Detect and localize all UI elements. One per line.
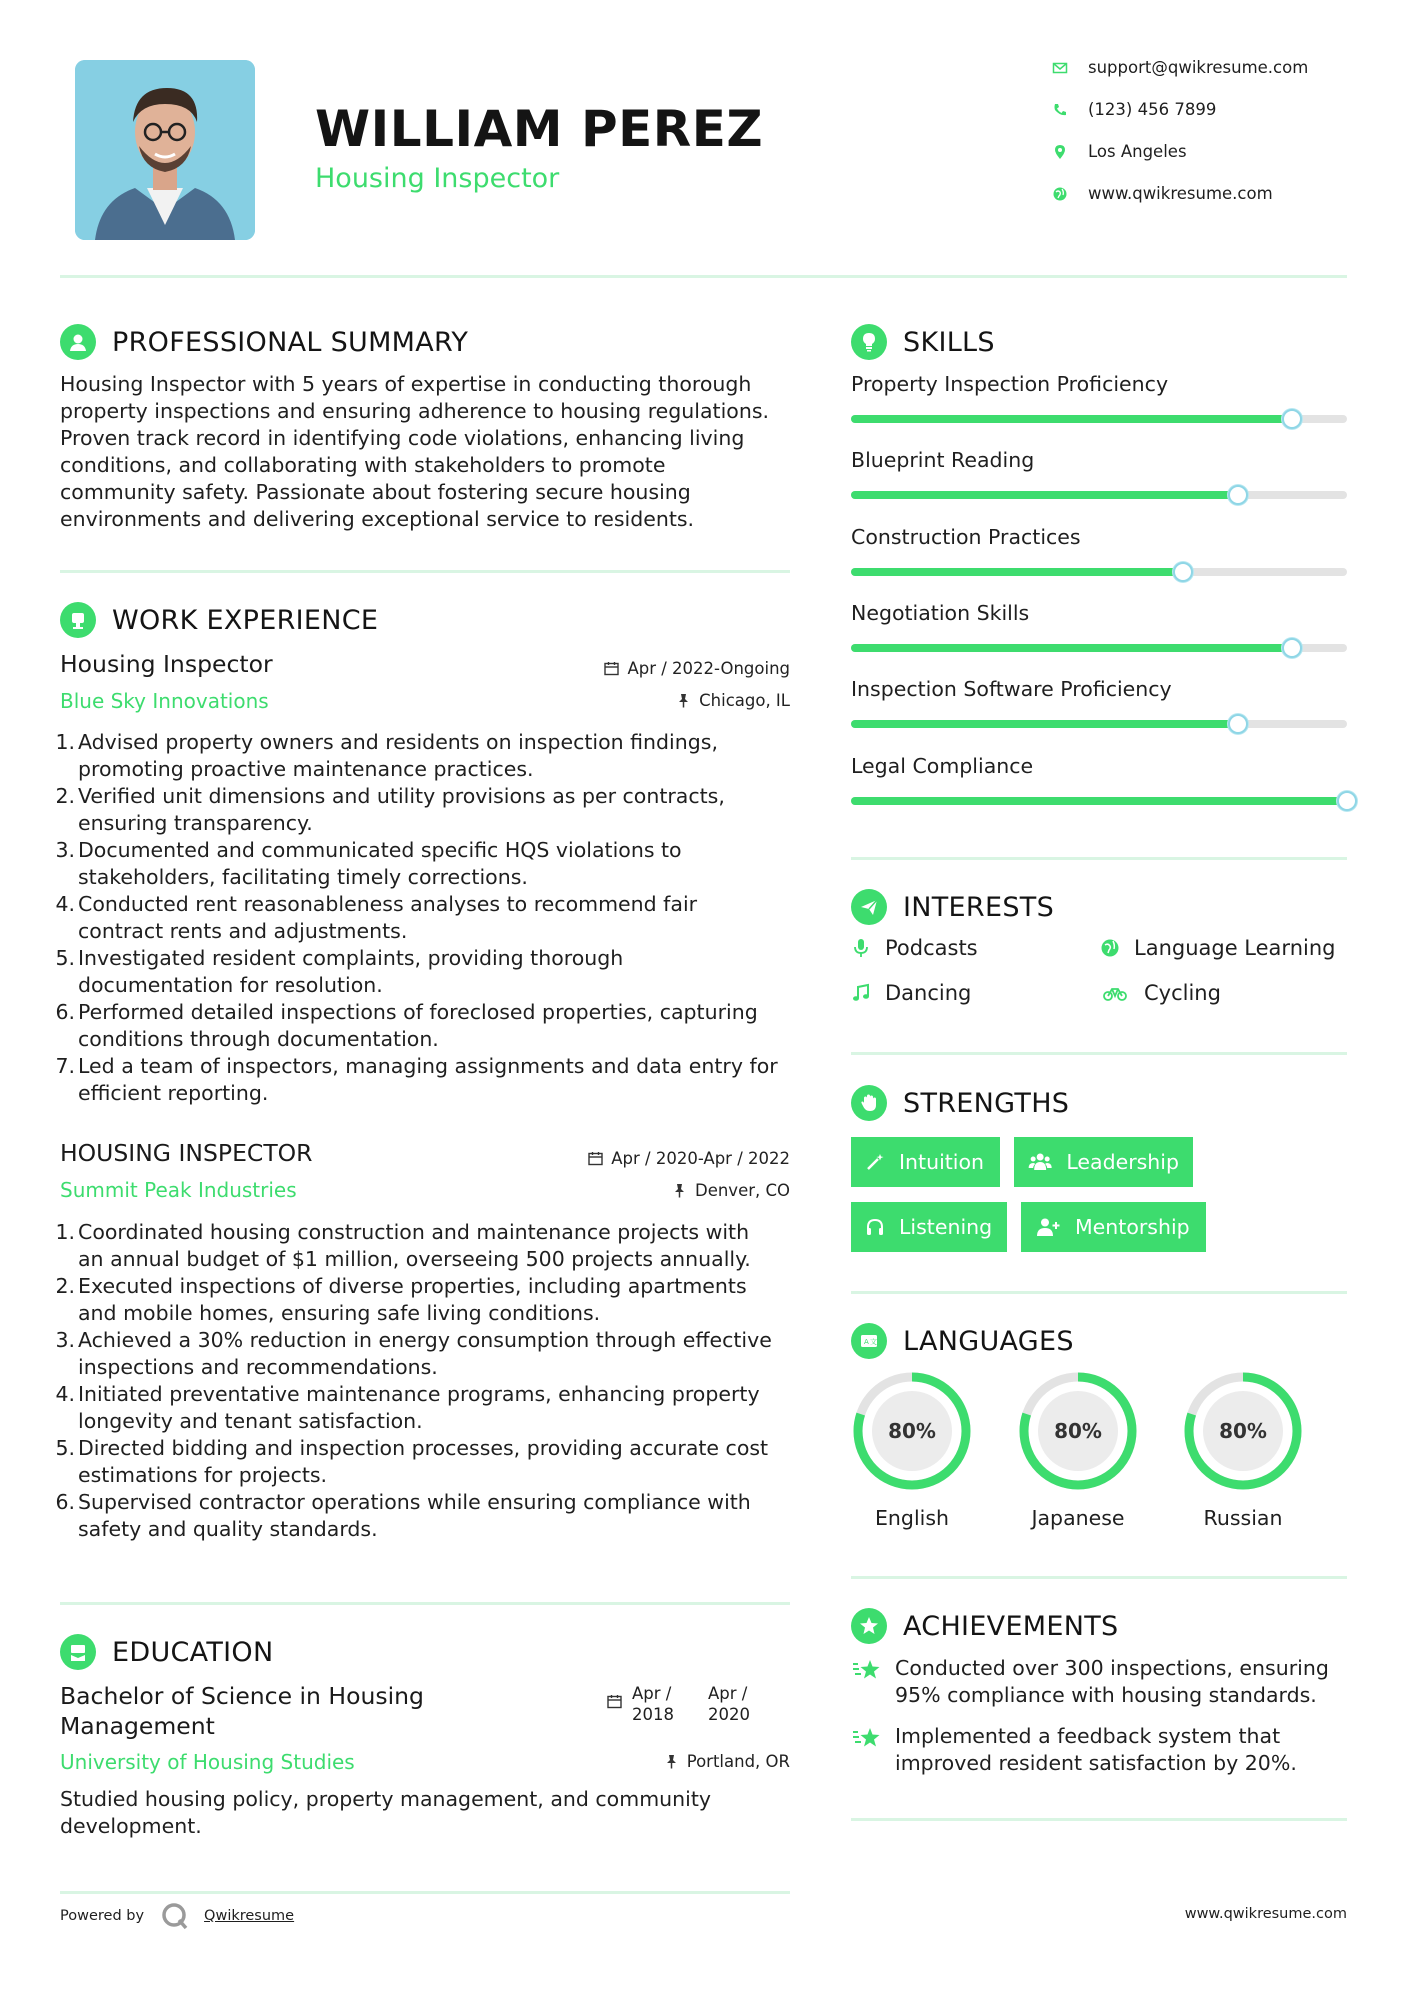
skill-level-bar — [851, 720, 1347, 728]
list-item: 3. Documented and communicated specific HQS violations to stakeholders, facilitating timely corrections. — [55, 838, 682, 889]
skill-level-knob — [1337, 791, 1357, 811]
degree-title: Bachelor of Science in Housing Management — [60, 1682, 424, 1740]
list-item: 5. Directed bidding and inspection processes, providing accurate cost estimations for projects. — [55, 1436, 769, 1487]
briefcase-icon — [60, 602, 96, 638]
interest-podcasts: Podcasts — [851, 936, 978, 960]
school-name: University of Housing Studies — [60, 1750, 355, 1774]
skill-label: Negotiation Skills — [851, 600, 1030, 625]
footer-powered-by: Powered by Qwikresume — [60, 1901, 294, 1931]
skill-label: Inspection Software Proficiency — [851, 677, 1172, 702]
skill-level-fill — [851, 797, 1347, 805]
list-item: 2. Verified unit dimensions and utility provisions as per contracts, ensuring transparency. — [55, 784, 725, 835]
skill-label: Property Inspection Proficiency — [851, 372, 1169, 396]
job-dates — [588, 1149, 790, 1168]
achievements-heading — [851, 1608, 1119, 1644]
phone-icon — [1052, 102, 1068, 118]
achievement-item: Conducted over 300 inspections, ensuring 95% compliance with housing standards. — [851, 1655, 1351, 1709]
education-location-text: Portland, OR — [686, 1752, 790, 1771]
section-divider — [851, 1576, 1347, 1579]
skill-level-fill — [851, 415, 1292, 423]
experience-heading-text: WORK EXPERIENCE — [112, 604, 379, 636]
languages-heading — [851, 1323, 1074, 1359]
section-divider — [851, 1291, 1347, 1294]
job-title: Housing Inspector — [60, 650, 273, 678]
skill-level-bar — [851, 644, 1347, 652]
contact-email-text: support@qwikresume.com — [1088, 58, 1309, 77]
skill-label: Blueprint Reading — [851, 448, 1035, 473]
skill-level-bar — [851, 797, 1347, 805]
candidate-title: Housing Inspector — [315, 163, 560, 194]
language-percent: 80% — [888, 1419, 936, 1443]
skill-level-fill — [851, 644, 1292, 652]
section-divider — [851, 1818, 1347, 1821]
summary-line: conditions, and collaborating with stakeholders to promote — [60, 453, 666, 477]
strength-chip-leadership: Leadership — [1014, 1137, 1193, 1187]
star-badge-icon — [851, 1608, 887, 1644]
section-divider — [851, 1052, 1347, 1055]
skill-level-knob — [1173, 562, 1193, 582]
contact-phone-text: (123) 456 7899 — [1088, 100, 1217, 119]
summary-heading — [60, 324, 468, 360]
skill-level-knob — [1282, 409, 1302, 429]
skills-heading-text: SKILLS — [903, 326, 995, 358]
education-heading — [60, 1634, 273, 1670]
job-location-text: Chicago, IL — [699, 691, 790, 710]
calendar-icon — [604, 661, 619, 676]
globe-icon — [1052, 186, 1068, 202]
skill-level-fill — [851, 491, 1238, 499]
job-dates-text: Apr / 2020-Apr / 2022 — [611, 1149, 790, 1168]
list-item: 5. Investigated resident complaints, providing thorough documentation for resolution. — [55, 946, 624, 997]
contact-website[interactable] — [1052, 184, 1273, 203]
translate-icon — [851, 1323, 887, 1359]
section-divider — [60, 1602, 790, 1605]
languages-heading-text: LANGUAGES — [903, 1325, 1074, 1357]
language-label: Japanese — [1031, 1506, 1125, 1530]
list-item: 3. Achieved a 30% reduction in energy consumption through effective inspections and recommendations. — [55, 1328, 772, 1379]
strength-chip-mentorship: Mentorship — [1021, 1202, 1206, 1252]
interest-cycling: Cycling — [1100, 981, 1221, 1005]
summary-line: property inspections and ensuring adherence to housing regulations. — [60, 399, 770, 423]
job-responsibilities — [55, 729, 798, 1107]
users-icon — [1028, 1152, 1052, 1172]
strength-chip-intuition: Intuition — [851, 1137, 1000, 1187]
contact-website-text: www.qwikresume.com — [1088, 184, 1273, 203]
graduation-icon — [60, 1634, 96, 1670]
achievements-heading-text: ACHIEVEMENTS — [903, 1610, 1119, 1642]
skill-level-bar — [851, 491, 1347, 499]
contact-location-text: Los Angeles — [1088, 142, 1187, 161]
magic-wand-icon — [865, 1152, 885, 1172]
job-company: Summit Peak Industries — [60, 1178, 297, 1202]
pushpin-icon — [672, 1183, 687, 1198]
education-description: Studied housing policy, property management, and community development. — [60, 1787, 712, 1838]
summary-line: Housing Inspector with 5 years of expertise in conducting thorough — [60, 372, 752, 396]
summary-heading-text: PROFESSIONAL SUMMARY — [112, 326, 469, 358]
language-label: Russian — [1203, 1506, 1283, 1530]
skill-label: Construction Practices — [851, 524, 1081, 549]
summary-line: community safety. Passionate about fostering secure housing — [60, 480, 691, 504]
pushpin-icon — [676, 693, 691, 708]
list-item: 6. Performed detailed inspections of foreclosed properties, capturing conditions through documentation. — [55, 1000, 758, 1051]
summary-line: Proven track record in identifying code violations, enhancing living — [60, 426, 745, 450]
strengths-heading-text: STRENGTHS — [903, 1087, 1070, 1119]
language-label: English — [874, 1506, 950, 1530]
skill-level-bar — [851, 415, 1347, 423]
paper-plane-icon — [851, 889, 887, 925]
interests-heading-text: INTERESTS — [903, 891, 1055, 923]
contact-email[interactable] — [1052, 58, 1308, 77]
skill-level-knob — [1282, 638, 1302, 658]
skill-label: Legal Compliance — [851, 753, 1034, 778]
job-company: Blue Sky Innovations — [60, 689, 269, 713]
list-item: 6. Supervised contractor operations while ensuring compliance with safety and quality standards. — [55, 1490, 751, 1541]
lightbulb-icon — [851, 324, 887, 360]
education-start-date: Apr / 2018 — [632, 1684, 674, 1724]
education-location — [664, 1752, 790, 1771]
achievement-item: Implemented a feedback system that improved resident satisfaction by 20%. — [851, 1723, 1351, 1777]
skill-level-fill — [851, 568, 1183, 576]
music-note-icon — [851, 983, 871, 1003]
section-divider — [851, 857, 1347, 860]
experience-heading — [60, 602, 378, 638]
user-plus-icon — [1035, 1217, 1061, 1237]
interests-heading — [851, 889, 1054, 925]
microphone-icon — [851, 938, 871, 958]
envelope-icon — [1052, 60, 1068, 76]
summary-line: environments and delivering exceptional service to residents. — [60, 507, 695, 531]
strength-chip-listening: Listening — [851, 1202, 1007, 1252]
calendar-icon — [607, 1694, 622, 1709]
headphones-icon — [865, 1217, 885, 1237]
contact-phone[interactable] — [1052, 100, 1216, 119]
star-icon — [851, 1657, 883, 1685]
list-item: 4. Conducted rent reasonableness analyses to recommend fair contract rents and adjustments. — [55, 892, 698, 943]
job-dates — [604, 659, 790, 678]
job-title: HOUSING INSPECTOR — [60, 1139, 313, 1167]
job-dates-text: Apr / 2022-Ongoing — [627, 659, 790, 678]
profile-photo — [75, 60, 255, 240]
job-location — [672, 1181, 790, 1200]
footer-site-link[interactable]: www.qwikresume.com — [1184, 1906, 1347, 1922]
education-end-date: Apr / 2020 — [708, 1684, 750, 1724]
qwikresume-logo-icon — [160, 1901, 190, 1931]
list-item: 4. Initiated preventative maintenance programs, enhancing property longevity and tenant satisfaction. — [55, 1382, 760, 1433]
skill-level-bar — [851, 568, 1347, 576]
summary-text — [60, 371, 800, 533]
strengths-heading — [851, 1085, 1069, 1121]
bicycle-icon — [1100, 983, 1130, 1003]
language-percent: 80% — [1054, 1419, 1102, 1443]
job-location-text: Denver, CO — [694, 1181, 790, 1200]
job-location — [676, 691, 790, 710]
footer-brand-link[interactable]: Qwikresume — [204, 1908, 295, 1924]
language-percent: 80% — [1219, 1419, 1267, 1443]
list-item: 7. Led a team of inspectors, managing assignments and data entry for efficient reporting. — [55, 1054, 778, 1105]
interest-dancing: Dancing — [851, 981, 971, 1005]
list-item: 1. Advised property owners and residents on inspection findings, promoting proactive maintenance practices. — [55, 730, 718, 781]
header-divider — [60, 275, 1347, 278]
section-divider — [60, 570, 790, 573]
svg-text:文: 文 — [870, 1338, 878, 1346]
skill-level-fill — [851, 720, 1238, 728]
education-heading-text: EDUCATION — [112, 1636, 274, 1668]
job-responsibilities — [55, 1219, 798, 1543]
star-icon — [851, 1725, 883, 1753]
svg-text:A: A — [864, 1338, 870, 1346]
skill-level-knob — [1228, 714, 1248, 734]
skill-level-knob — [1228, 485, 1248, 505]
list-item: 2. Executed inspections of diverse properties, including apartments and mobile homes, ensuring safe living conditions. — [55, 1274, 747, 1325]
skills-heading — [851, 324, 995, 360]
user-icon — [60, 324, 96, 360]
map-pin-icon — [1052, 144, 1068, 160]
globe-icon — [1100, 938, 1120, 958]
pushpin-icon — [664, 1754, 679, 1769]
footer-divider — [60, 1891, 790, 1894]
contact-location — [1052, 142, 1187, 161]
interest-language-learning: Language Learning — [1100, 936, 1335, 960]
candidate-name: WILLIAM PEREZ — [315, 100, 764, 158]
hand-icon — [851, 1085, 887, 1121]
list-item: 1. Coordinated housing construction and maintenance projects with an annual budget of $1 million, overseeing 500 projects annually. — [55, 1220, 751, 1271]
calendar-icon — [588, 1151, 603, 1166]
